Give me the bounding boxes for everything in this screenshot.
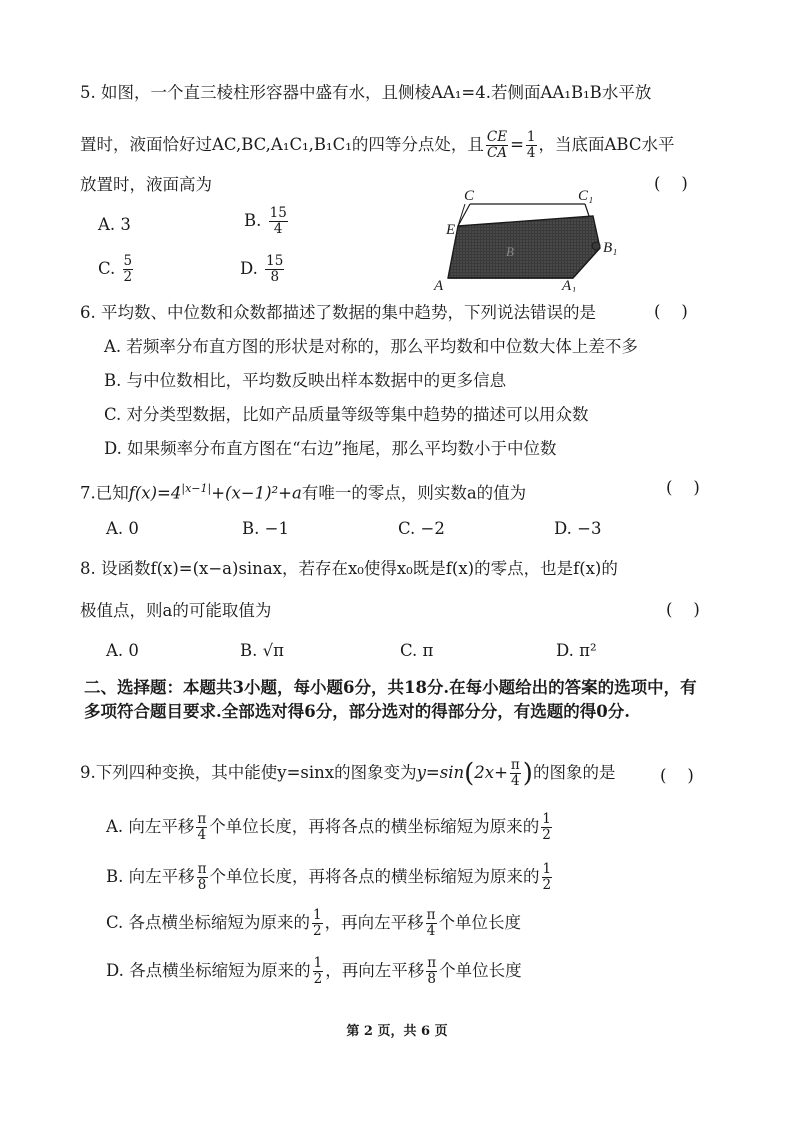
- q9-stem-four: 4: [511, 773, 520, 789]
- q9-opt-a-four: 4: [197, 827, 207, 843]
- section-2-instructions: 二、选择题：本题共3小题，每小题6分，共18分.在每小题给出的答案的选项中，有多项符合题目要求.全部选对得6分，部分选对的得部分分，有选题的得0分.: [84, 678, 697, 721]
- q9-stem-pre: 9.下列四种变换，其中能使y=sinx的图象变为: [80, 763, 417, 782]
- q5-ratio-val-num: 1: [526, 129, 536, 145]
- q5-ratio-num: CE: [486, 129, 508, 145]
- q5-opt-d-label: D.: [240, 259, 258, 278]
- q5-option-b: [244, 206, 290, 237]
- label-A: A: [434, 278, 444, 292]
- prism-figure: [430, 186, 630, 292]
- q9-stem-pi: π: [510, 757, 520, 773]
- q9-opt-a-pi: π: [197, 811, 207, 827]
- q8-option-c: C. π: [400, 641, 434, 660]
- q7-option-b: B. −1: [242, 519, 289, 538]
- q5-opt-d-num: 15: [266, 253, 284, 269]
- page-footer: 第 2 页，共 6 页: [346, 1024, 448, 1039]
- q5-option-a: [98, 214, 131, 236]
- q5-opt-c-label: C.: [98, 259, 116, 278]
- q9-opt-a-two: 2: [542, 827, 551, 843]
- q9-stem: 9.下列四种变换，其中能使y=sinx的图象变为y=sin(2x+ $\frac{\pi}{4}$ )的图象的是: [80, 757, 616, 789]
- q9-option-c: [106, 908, 521, 939]
- label-B: B: [506, 244, 514, 259]
- label-C1: C₁: [578, 188, 594, 204]
- q9-answer-paren: ( ): [660, 766, 694, 785]
- q6-option-c: C. 对分类型数据，比如产品质量等级等集中趋势的描述可以用众数: [104, 405, 589, 424]
- q8-line1: 8. 设函数f(x)=(x−a)sinax，若存在x₀使得x₀既是f(x)的零点，也是f(x)的: [80, 559, 618, 578]
- q5-opt-b-num: 15: [269, 205, 287, 221]
- q9-opt-c-one: 1: [313, 907, 322, 923]
- q5-opt-c-num: 5: [123, 253, 133, 269]
- q9-opt-c-mid: ，再向左平移: [324, 913, 424, 932]
- q5-line2: [80, 130, 675, 161]
- q5-ratio-val-den: 4: [526, 145, 536, 161]
- q8-option-a: A. 0: [106, 641, 139, 660]
- q5-ratio-value: [526, 130, 537, 161]
- q5-line3: 放置时，液面高为: [80, 175, 212, 194]
- label-C: C: [464, 188, 475, 204]
- q9-opt-d-post: 个单位长度: [439, 961, 522, 980]
- q9-opt-c-two: 2: [313, 923, 322, 939]
- q8-option-d: D. π²: [556, 641, 597, 660]
- q7-stem-post: 有唯一的零点，则实数a的值为: [301, 483, 527, 503]
- q9-opt-c-pi: π: [426, 907, 436, 923]
- q9-stem-post: 的图象的是: [532, 763, 616, 782]
- q5-line1: 5. 如图，一个直三棱柱形容器中盛有水，且侧棱AA₁=4.若侧面AA₁B₁B水平放: [80, 83, 652, 102]
- q9-formula-inner: 2x+: [474, 763, 508, 782]
- q9-opt-a-mid: 个单位长度，再将各点的横坐标缩短为原来的: [209, 817, 540, 836]
- q5-opt-b-label: B.: [244, 211, 262, 230]
- q9-opt-b-eight: 8: [197, 877, 207, 893]
- q7-option-d: D. −3: [554, 519, 602, 538]
- prism-water-region: [448, 216, 600, 278]
- q9-formula-pre: y=sin: [416, 763, 465, 782]
- q8-line2: 极值点，则a的可能取值为: [80, 601, 272, 620]
- q6-option-d: D. 如果频率分布直方图在“右边”拖尾，那么平均数小于中位数: [104, 439, 557, 458]
- q5-ratio-eq: =: [510, 135, 524, 154]
- q9-option-b: [106, 862, 554, 893]
- q9-opt-b-pi: π: [197, 861, 207, 877]
- q9-opt-c-four: 4: [426, 923, 436, 939]
- q5-opt-a-value: 3: [120, 215, 131, 234]
- q7-formula: f(x)=4: [128, 483, 182, 503]
- q6-option-b: B. 与中位数相比，平均数反映出样本数据中的更多信息: [104, 371, 507, 390]
- q9-opt-b-mid: 个单位长度，再将各点的横坐标缩短为原来的: [209, 867, 540, 886]
- label-E: E: [446, 222, 456, 238]
- q8-option-b: B. √π: [240, 641, 284, 660]
- q8-answer-paren: ( ): [666, 600, 700, 619]
- q5-option-d: [240, 254, 286, 285]
- q9-opt-c-pre: C. 各点横坐标缩短为原来的: [106, 913, 311, 932]
- q9-opt-d-eight: 8: [427, 971, 436, 987]
- prism-point-b1: [592, 242, 600, 250]
- q9-opt-d-two: 2: [313, 971, 323, 987]
- q5-opt-b-den: 4: [273, 221, 283, 237]
- q6-option-a: A. 若频率分布直方图的形状是对称的，那么平均数和中位数大体上差不多: [104, 337, 638, 356]
- q9-opt-d-pre: D. 各点横坐标缩短为原来的: [106, 961, 311, 980]
- q5-opt-a-label: A.: [98, 215, 116, 234]
- q9-option-d: [106, 956, 522, 987]
- q5-answer-paren: ( ): [654, 174, 688, 193]
- q5-opt-d-den: 8: [270, 269, 280, 285]
- q7-answer-paren: ( ): [666, 478, 700, 497]
- label-B1: B₁: [603, 240, 618, 256]
- q7-exponent: |x−1|: [181, 482, 212, 495]
- q9-opt-b-pre: B. 向左平移: [106, 867, 195, 886]
- q5-option-c: [98, 254, 135, 285]
- q6-answer-paren: ( ): [654, 302, 688, 321]
- q9-opt-d-mid: ，再向左平移: [325, 961, 425, 980]
- q7-formula-post: +(x−1)²+a: [211, 483, 302, 503]
- q7-option-a: A. 0: [106, 519, 139, 538]
- q5-ratio-fraction: [486, 130, 508, 161]
- q7-stem-pre: 7.已知: [80, 483, 129, 503]
- q9-opt-d-pi: π: [427, 955, 437, 971]
- q6-stem: 6. 平均数、中位数和众数都描述了数据的集中趋势，下列说法错误的是: [80, 303, 596, 322]
- q9-option-a: [106, 812, 554, 843]
- label-A1: A₁: [562, 278, 577, 292]
- q9-opt-a-one: 1: [542, 811, 551, 827]
- q5-line2-post: ，当底面ABC水平: [538, 135, 675, 154]
- q9-opt-c-post: 个单位长度: [438, 913, 521, 932]
- q5-opt-c-den: 2: [123, 269, 133, 285]
- q9-opt-b-two: 2: [542, 877, 552, 893]
- q5-line2-pre: 置时，液面恰好过AC,BC,A₁C₁,B₁C₁的四等分点处，且: [80, 135, 484, 154]
- q5-ratio-den: CA: [486, 145, 508, 161]
- q7-stem: [80, 478, 526, 505]
- q7-option-c: C. −2: [398, 519, 445, 538]
- q9-opt-a-pre: A. 向左平移: [106, 817, 195, 836]
- q9-opt-d-one: 1: [313, 955, 323, 971]
- q9-opt-b-one: 1: [542, 861, 552, 877]
